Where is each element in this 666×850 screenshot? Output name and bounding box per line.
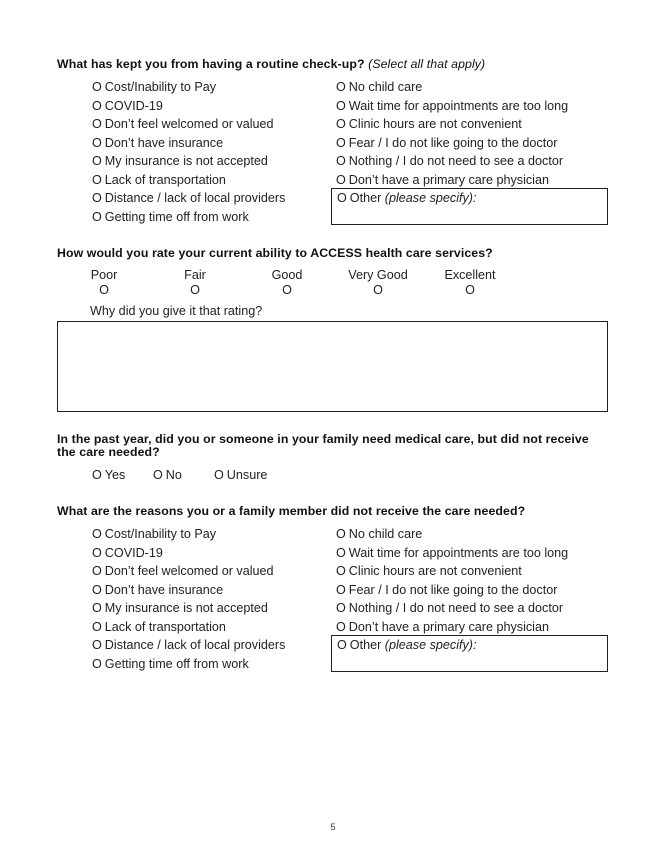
option-label: Lack of transportation (104, 172, 226, 187)
option-item[interactable] (336, 154, 563, 168)
radio-circle[interactable]: O (92, 564, 102, 578)
radio-circle[interactable]: O (92, 582, 102, 597)
question-hint: (Select all that apply) (368, 57, 486, 71)
option-item[interactable] (92, 620, 226, 634)
option-hint: (please specify): (384, 191, 477, 205)
radio-circle[interactable]: O (92, 154, 102, 168)
radio-circle[interactable]: O (92, 135, 102, 150)
radio-circle[interactable]: O (92, 601, 102, 615)
q4-option-other[interactable] (337, 638, 477, 652)
option-label: Don’t have a primary care physician (348, 172, 549, 187)
radio-circle[interactable]: O (92, 545, 102, 560)
option-item[interactable] (153, 468, 182, 482)
rating-option-label: Very Good (348, 268, 408, 282)
question-need-care (57, 433, 589, 459)
radio-circle[interactable]: O (336, 172, 346, 187)
option-label: Cost/Inability to Pay (104, 527, 217, 541)
option-item[interactable] (92, 210, 249, 224)
question-reasons-no-care (57, 505, 525, 518)
option-label: Don’t have insurance (104, 582, 224, 597)
radio-circle[interactable]: O (92, 172, 102, 187)
radio-circle[interactable]: O (92, 527, 102, 541)
option-item[interactable] (92, 583, 223, 597)
option-hint: (please specify): (384, 638, 477, 652)
radio-circle[interactable]: O (336, 527, 346, 541)
radio-circle[interactable]: O (92, 638, 102, 652)
question-title: What has kept you from having a routine check-up? (57, 57, 365, 71)
page-number: 5 (330, 822, 336, 832)
option-item[interactable] (92, 191, 285, 205)
option-label: No child care (348, 80, 423, 94)
radio-circle[interactable]: O (92, 98, 102, 113)
option-label: Fear / I do not like going to the doctor (348, 135, 558, 150)
radio-circle[interactable]: O (92, 80, 102, 94)
option-item[interactable] (336, 583, 557, 597)
option-label: Don’t have insurance (104, 135, 224, 150)
question-title: What are the reasons you or a family member did not receive the care needed? (57, 504, 526, 518)
option-item[interactable] (92, 468, 125, 482)
option-item[interactable] (336, 527, 422, 541)
option-label: Clinic hours are not convenient (348, 117, 522, 131)
option-item[interactable] (336, 564, 522, 578)
rating-radio-circle[interactable]: O (373, 283, 383, 297)
option-label: Don’t feel welcomed or valued (104, 564, 274, 578)
radio-circle[interactable]: O (92, 656, 102, 671)
option-item[interactable] (92, 117, 274, 131)
option-label: Unsure (226, 468, 268, 482)
radio-circle[interactable]: O (337, 638, 347, 652)
option-item[interactable] (336, 117, 522, 131)
radio-circle[interactable]: O (92, 117, 102, 131)
radio-circle[interactable]: O (336, 601, 346, 615)
option-label: COVID-19 (104, 98, 163, 113)
radio-circle[interactable]: O (92, 619, 102, 634)
option-item[interactable] (92, 80, 216, 94)
rating-radio-circle[interactable]: O (465, 283, 475, 297)
option-item[interactable] (336, 80, 422, 94)
rating-option-label: Poor (90, 268, 118, 282)
option-label: Distance / lack of local providers (104, 191, 286, 205)
option-item[interactable] (214, 468, 267, 482)
question-routine-checkup (57, 58, 485, 71)
option-label: Cost/Inability to Pay (104, 80, 217, 94)
question-access-rating (57, 247, 493, 260)
radio-circle[interactable]: O (214, 468, 224, 482)
option-item[interactable] (92, 564, 274, 578)
option-item[interactable] (92, 154, 268, 168)
question-title-line2: the care needed? (57, 445, 160, 459)
option-label: Lack of transportation (104, 619, 226, 634)
rating-followup-label: Why did you give it that rating? (90, 304, 263, 318)
rating-radio-circle[interactable]: O (190, 283, 200, 297)
q1-other-box[interactable] (331, 188, 608, 225)
radio-circle[interactable]: O (336, 135, 346, 150)
option-label: Wait time for appointments are too long (348, 98, 569, 113)
option-label: Yes (104, 468, 126, 482)
radio-circle[interactable]: O (92, 209, 102, 224)
rating-option-label: Fair (184, 268, 206, 282)
option-label: No (165, 468, 182, 482)
option-item[interactable] (336, 601, 563, 615)
option-label: Other (349, 638, 382, 652)
option-label: Getting time off from work (104, 209, 249, 224)
radio-circle[interactable]: O (336, 117, 346, 131)
option-label: Wait time for appointments are too long (348, 545, 569, 560)
rating-radio-circle[interactable]: O (282, 283, 292, 297)
option-item[interactable] (336, 620, 549, 634)
option-label: Getting time off from work (104, 656, 249, 671)
option-label: No child care (348, 527, 423, 541)
option-label: COVID-19 (104, 545, 163, 560)
radio-circle[interactable]: O (92, 468, 102, 482)
question-title-line1: In the past year, did you or someone in your family need medical care, but did not receive (57, 432, 589, 446)
option-item[interactable] (336, 173, 549, 187)
rating-option-label: Excellent (444, 268, 496, 282)
rating-reason-textbox[interactable] (57, 321, 608, 412)
option-label: Don’t feel welcomed or valued (104, 117, 274, 131)
radio-circle[interactable]: O (153, 468, 163, 482)
radio-circle[interactable]: O (336, 582, 346, 597)
option-item[interactable] (336, 99, 568, 113)
option-item[interactable] (92, 173, 226, 187)
radio-circle[interactable]: O (336, 154, 346, 168)
rating-radio-circle[interactable]: O (99, 283, 109, 297)
option-label: Other (349, 191, 382, 205)
option-label: My insurance is not accepted (104, 154, 268, 168)
rating-option-label: Good (271, 268, 303, 282)
option-item[interactable] (336, 136, 557, 150)
radio-circle[interactable]: O (336, 619, 346, 634)
radio-circle[interactable]: O (92, 191, 102, 205)
q4-other-box[interactable] (331, 635, 608, 672)
option-item[interactable] (92, 657, 249, 671)
option-label: Nothing / I do not need to see a doctor (348, 601, 564, 615)
option-item[interactable] (92, 99, 163, 113)
option-item[interactable] (92, 601, 268, 615)
option-item[interactable] (92, 136, 223, 150)
radio-circle[interactable]: O (336, 564, 346, 578)
radio-circle[interactable]: O (336, 98, 346, 113)
question-title: How would you rate your current ability to ACCESS health care services? (57, 246, 493, 260)
option-label: My insurance is not accepted (104, 601, 268, 615)
option-label: Fear / I do not like going to the doctor (348, 582, 558, 597)
q1-option-other[interactable] (337, 191, 477, 205)
radio-circle[interactable]: O (336, 80, 346, 94)
radio-circle[interactable]: O (337, 191, 347, 205)
option-item[interactable] (92, 546, 163, 560)
option-item[interactable] (92, 638, 285, 652)
option-label: Clinic hours are not convenient (348, 564, 522, 578)
option-item[interactable] (92, 527, 216, 541)
option-label: Don’t have a primary care physician (348, 619, 549, 634)
option-item[interactable] (336, 546, 568, 560)
option-label: Nothing / I do not need to see a doctor (348, 154, 564, 168)
radio-circle[interactable]: O (336, 545, 346, 560)
option-label: Distance / lack of local providers (104, 638, 286, 652)
